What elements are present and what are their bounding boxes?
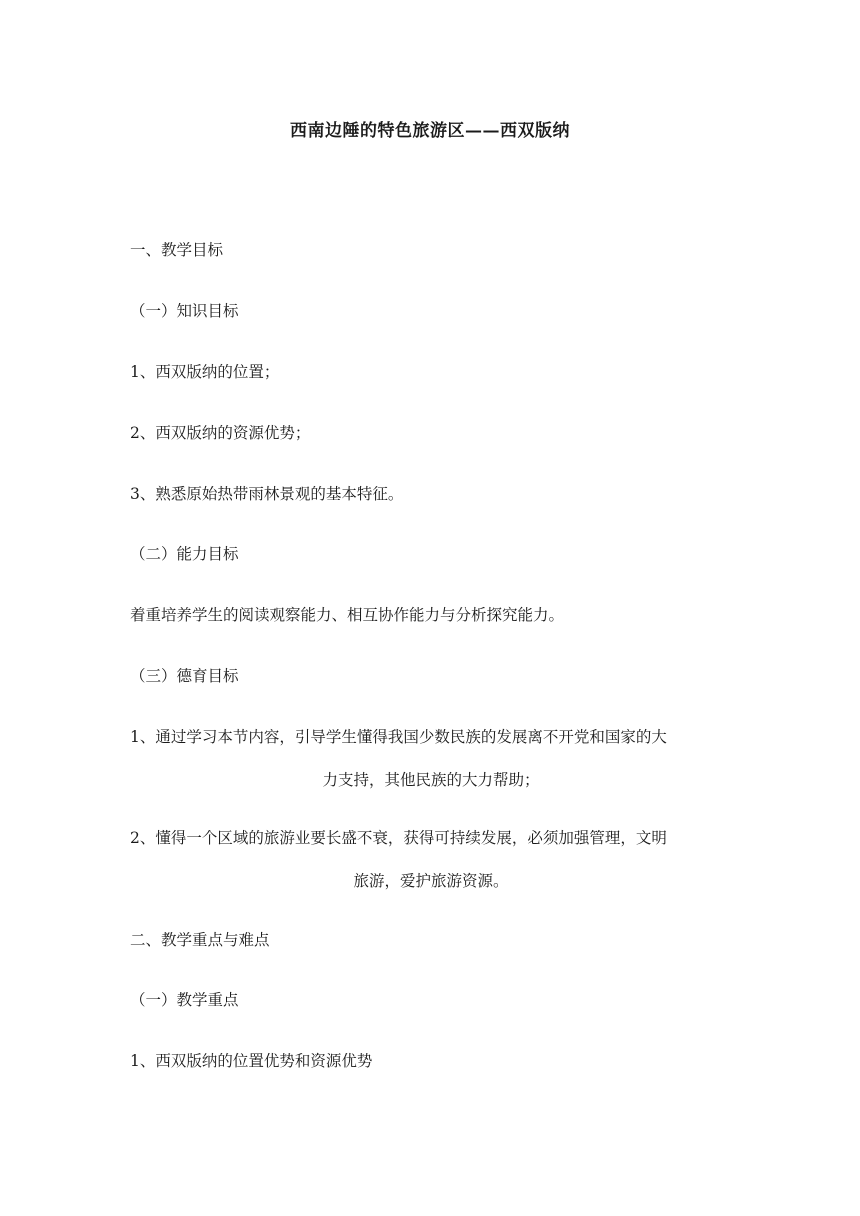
list-item: 3、熟悉原始热带雨林景观的基本特征。 [130, 485, 404, 503]
list-item-continuation: 力支持，其他民族的大力帮助； [322, 771, 540, 789]
list-item: 1、西双版纳的位置； [130, 363, 280, 381]
list-item-continuation: 旅游，爱护旅游资源。 [353, 872, 509, 890]
section-heading-key-points: 二、教学重点与难点 [130, 931, 270, 949]
document-title: 西南边陲的特色旅游区——西双版纳 [290, 121, 570, 141]
subsection-teaching-focus: （一）教学重点 [130, 991, 239, 1009]
list-item: 2、懂得一个区域的旅游业要长盛不衰，获得可持续发展，必须加强管理，文明 [130, 829, 667, 847]
subsection-moral-goals: （三）德育目标 [130, 667, 239, 685]
subsection-knowledge-goals: （一）知识目标 [130, 302, 239, 320]
section-heading-teaching-goals: 一、教学目标 [130, 241, 224, 259]
list-item: 1、通过学习本节内容，引导学生懂得我国少数民族的发展离不开党和国家的大 [130, 728, 667, 746]
list-item: 2、西双版纳的资源优势； [130, 424, 311, 442]
list-item: 1、西双版纳的位置优势和资源优势 [130, 1052, 373, 1070]
paragraph: 着重培养学生的阅读观察能力、相互协作能力与分析探究能力。 [130, 606, 565, 624]
subsection-ability-goals: （二）能力目标 [130, 545, 239, 563]
